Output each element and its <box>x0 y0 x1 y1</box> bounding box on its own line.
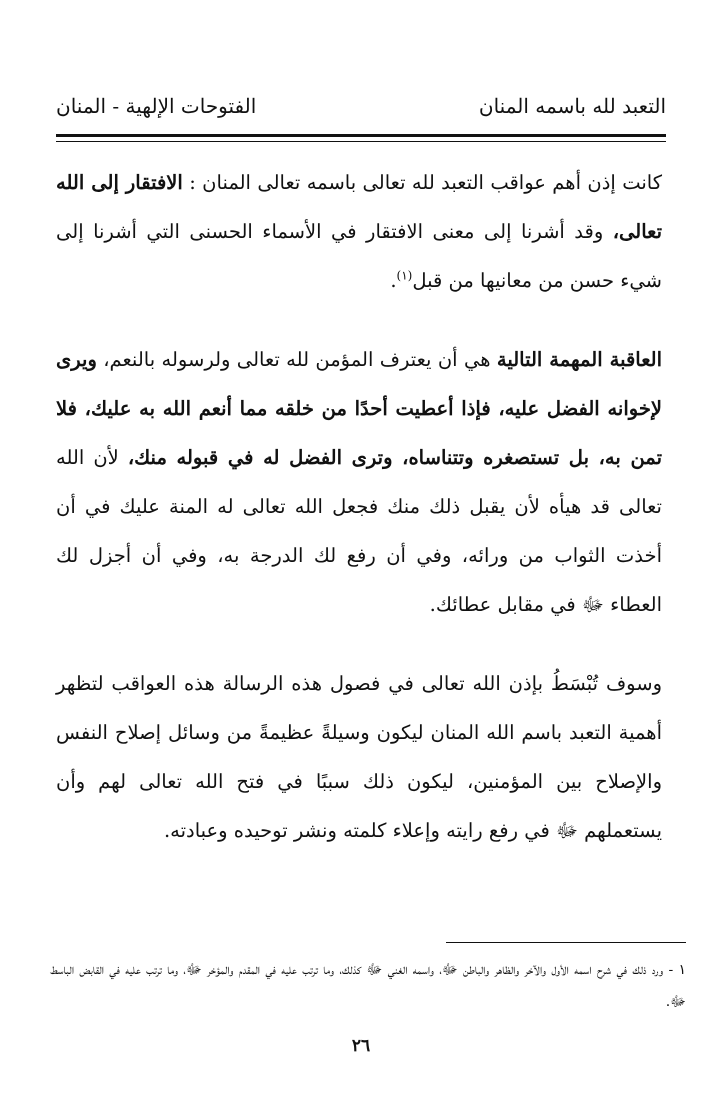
header-rule-thick <box>56 134 666 137</box>
paragraph-2-bold-middle: ويرى لإخوانه الفضل عليه، فإذا أعطيت أحدًا من خلقه مما أنعم الله به عليك، فلا تمن به، بل تستصغره وتتناساه، وترى الفضل له في قبوله منك، <box>56 348 663 469</box>
footnote-rule <box>446 942 686 943</box>
paragraph-1-end: . <box>390 269 397 292</box>
paragraph-1-rest: وقد أشرنا إلى معنى الافتقار في الأسماء الحسنى التي أشرنا إلى شيء حسن من معانيها من قبل <box>56 220 662 292</box>
paragraph-1 <box>56 158 662 305</box>
paragraph-1-bold: الافتقار إلى الله تعالى، <box>56 171 662 243</box>
paragraph-3: وسوف تُبْسَطُ بإذن الله تعالى في فصول هذه الرسالة هذه العواقب لتظهر أهمية التعبد باسم الله المنان ليكون وسيلةً عظيمةً من وسائل إصلاح النفس والإصلاح بين المؤمنين، ليكون ذلك سببًا في فتح الله تعالى لهم وأن يستعملهم ﷻ في رفع رايته وإعلاء كلمته ونشر توحيده وعبادته. <box>56 672 662 842</box>
paragraph-2-text: هي أن يعترف المؤمن لله تعالى ولرسوله بالنعم، <box>96 348 497 371</box>
paragraph-2 <box>56 335 662 629</box>
main-text <box>56 158 662 855</box>
footnotes <box>50 954 686 1018</box>
header-rule-thin <box>56 141 666 142</box>
page-number: ٢٦ <box>351 1036 371 1056</box>
paragraph-1-text: كانت إذن أهم عواقب التعبد لله تعالى باسمه تعالى المنان : <box>182 171 662 194</box>
paragraph-2-rest: لأن الله تعالى قد هيأه لأن يقبل ذلك منك فجعل الله تعالى له المنة عليك في أن أخذت الثواب من ورائه، وفي أن رفع لك الدرجة به، وفي أن أجزل لك العطاء ﷻ في مقابل عطائك. <box>56 446 662 616</box>
running-head-right: التعبد لله باسمه المنان <box>478 94 666 118</box>
paragraph-2-bold-start: العاقبة المهمة التالية <box>496 348 662 371</box>
running-head <box>56 82 666 118</box>
running-head-left: الفتوحات الإلهية - المنان <box>56 94 257 118</box>
footnote-ref-1[interactable]: (١) <box>396 268 413 283</box>
footnote-1: ١ - ورد ذلك في شرح اسمه الأول والآخر والظاهر والباطن ﷻ، واسمه الغني ﷻ كذلك، وما ترتب عليه في المقدم والمؤخر ﷻ، وما ترتب عليه في القابض الباسط ﷻ. <box>50 962 686 1010</box>
